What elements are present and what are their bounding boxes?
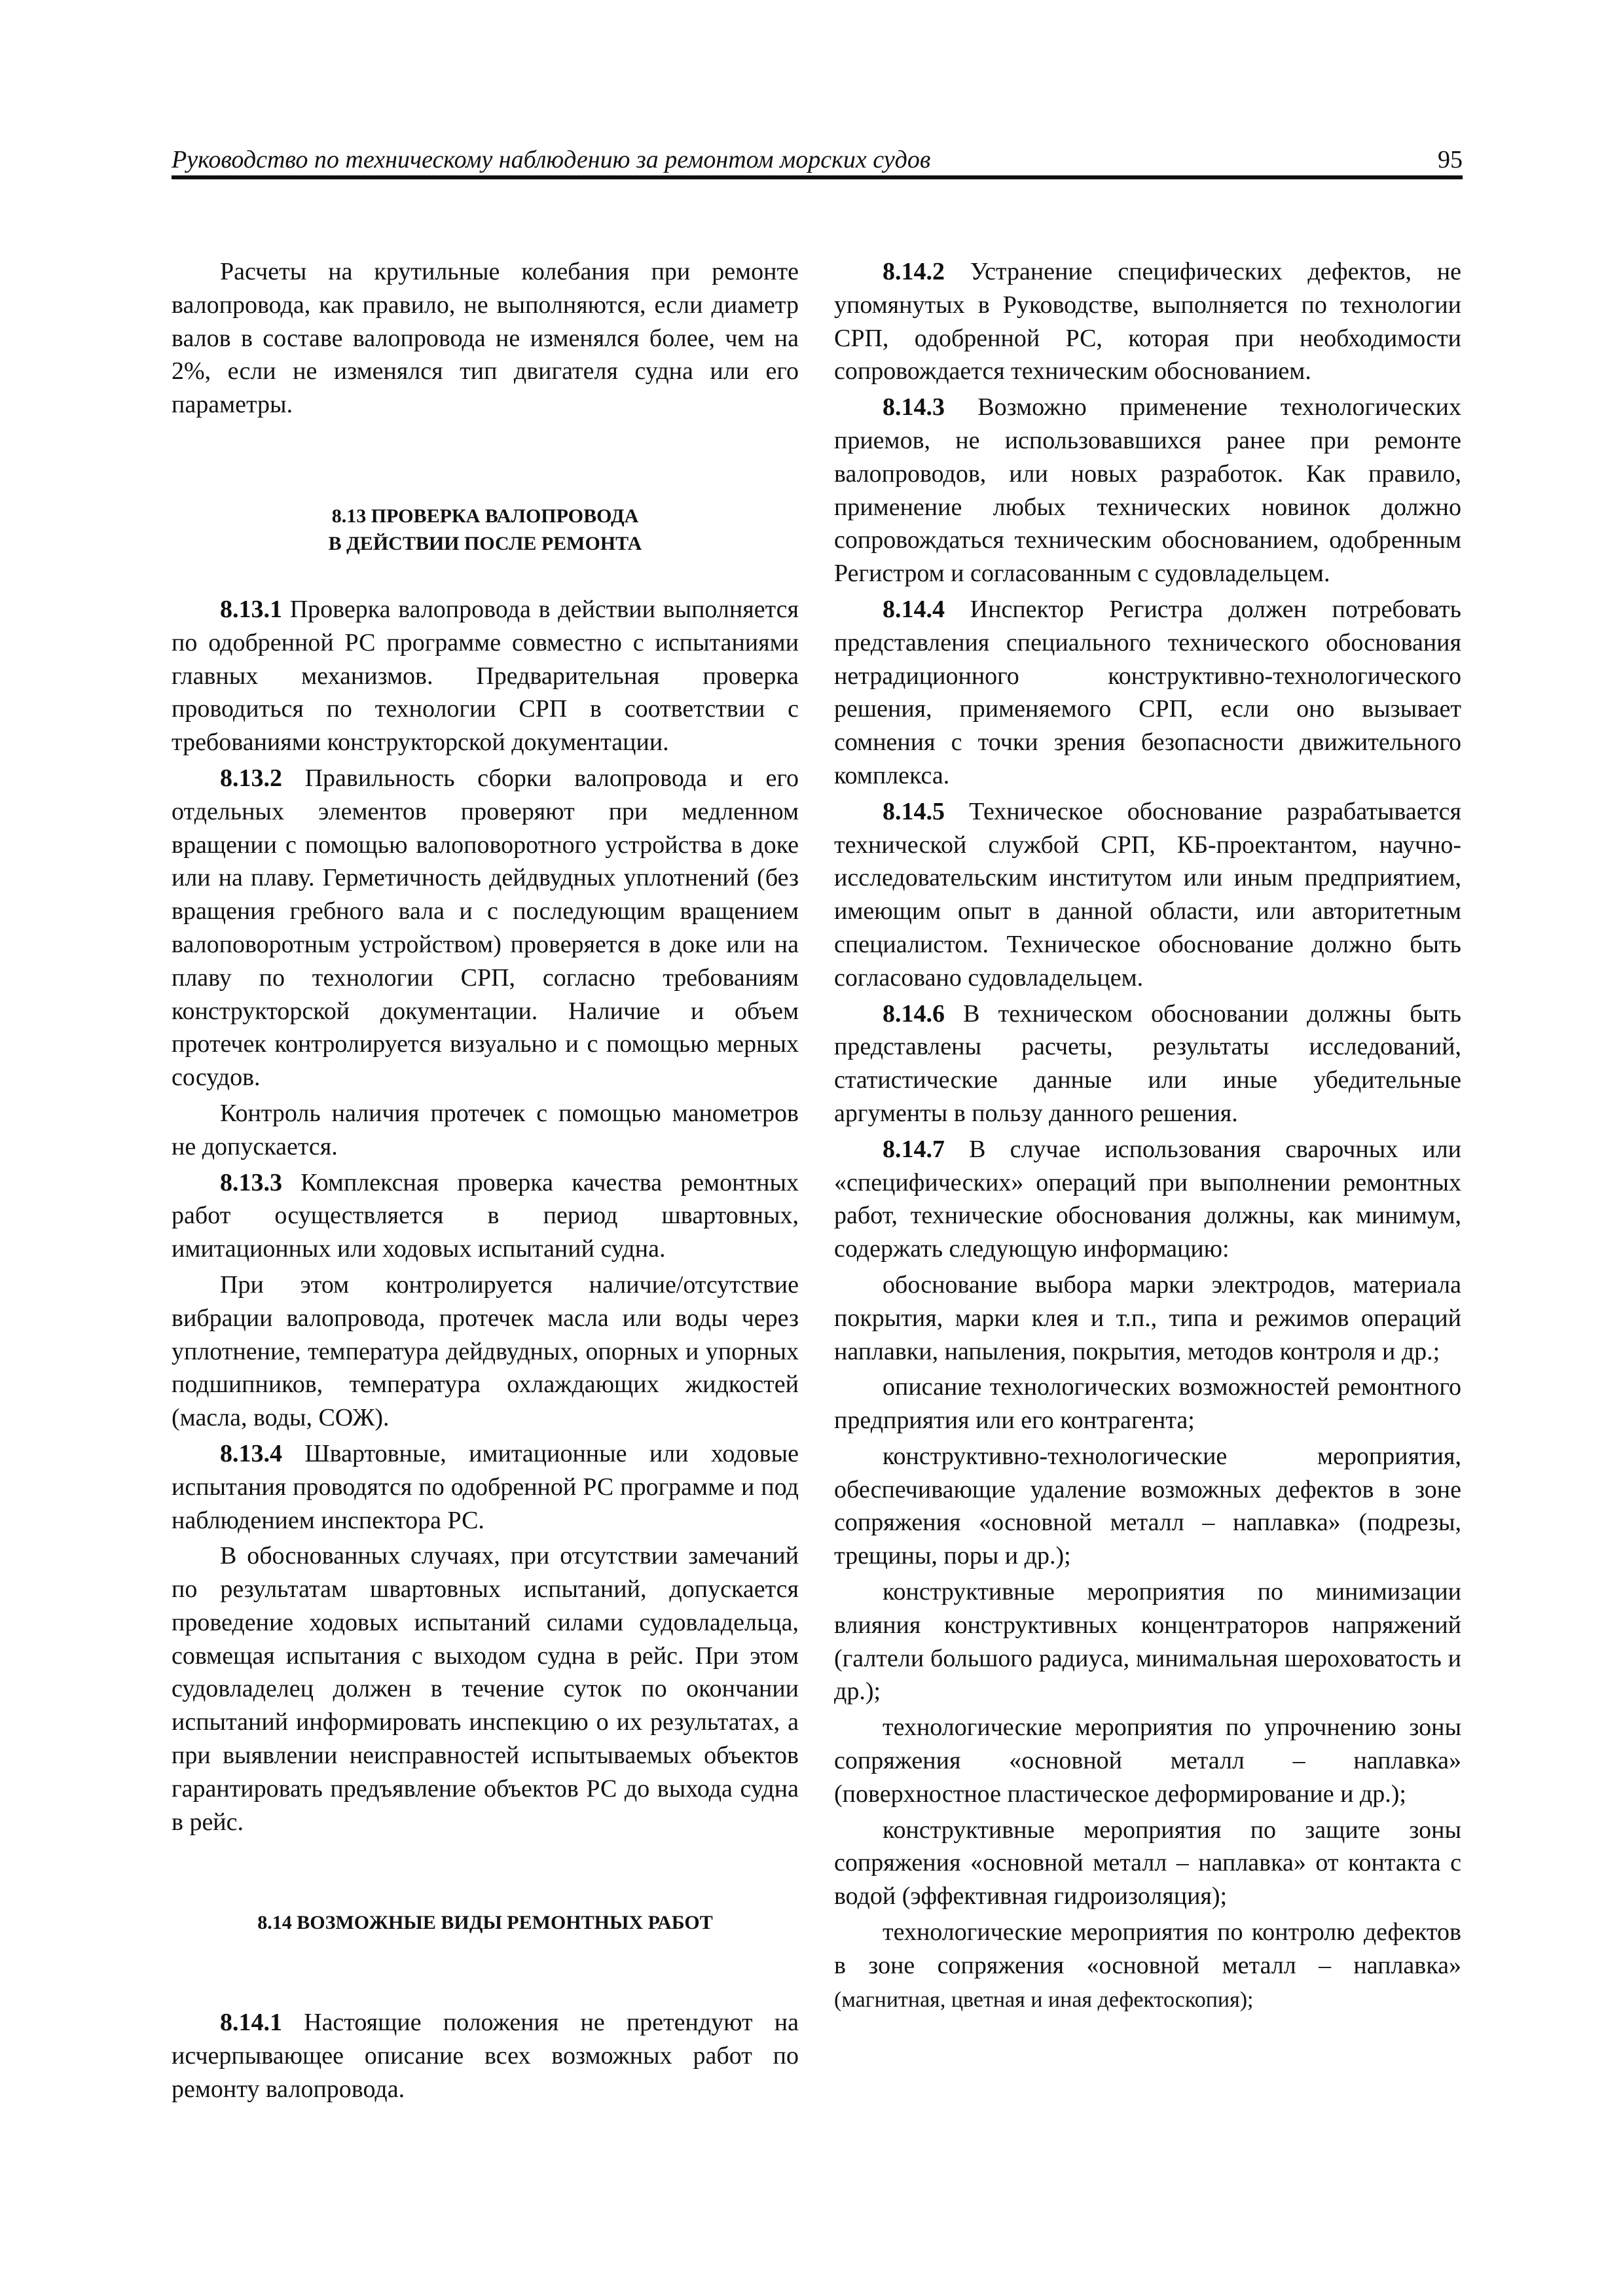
- paragraph-8-14-5: [834, 795, 1461, 995]
- paragraph-8-13-4: [172, 1437, 799, 1537]
- section-heading-8-13-line1: 8.13 ПРОВЕРКА ВАЛОПРОВОДА: [331, 505, 639, 527]
- header-title: Руководство по техническому наблюдению за ремонтом морских судов: [172, 146, 931, 173]
- section-heading-8-13-line2: В ДЕЙСТВИИ ПОСЛЕ РЕМОНТА: [328, 532, 642, 554]
- paragraph-text: Комплексная проверка качества ремонтных работ осуществляется в период швартовных, имитационных или ходовых испытаний судна.: [172, 1168, 799, 1263]
- list-item: конструктивно-технологические мероприятия, обеспечивающие удаление возможных дефектов в зоне сопряжения «основной металл – наплавка» (подрезы, трещины, поры и др.);: [834, 1442, 1461, 1570]
- paragraph-8-14-4: [834, 593, 1461, 793]
- list-item: конструктивные мероприятия по защите зоны сопряжения «основной металл – наплавка» от контакта с водой (эффективная гидроизоляция);: [834, 1816, 1461, 1910]
- clause-number: 8.14.5: [883, 797, 945, 825]
- clause-number: 8.14.6: [883, 999, 945, 1028]
- clause-number: 8.14.2: [883, 258, 945, 285]
- paragraph-8-14-6: [834, 997, 1461, 1130]
- header-rule: [172, 175, 1463, 179]
- paragraph-monitoring: При этом контролируется наличие/отсутствие вибрации валопровода, протечек масла или воды через уплотнение, температура дейдвудных, опорных и упорных подшипников, температура охлаждающих жидкостей (масла, воды, СОЖ).: [172, 1270, 799, 1432]
- clause-number: 8.13.2: [220, 764, 282, 792]
- paragraph-text: Возможно применение технологических приемов, не использовавшихся ранее при ремонте валопроводов, или новых разработок. Как правило, применение любых технических новинок должно сопровождаться техническим обоснованием, одобренным Регистром и согласованным с судовладельцем.: [834, 393, 1461, 588]
- list-item-text: технологические мероприятия по контролю дефектов в зоне сопряжения «основной металл – наплавка»: [834, 1918, 1461, 1979]
- clause-number: 8.14.4: [883, 595, 945, 623]
- list-item: конструктивные мероприятия по минимизации влияния конструктивных концентраторов напряжений (галтели большого радиуса, минимальная шероховатость и др.);: [834, 1578, 1461, 1706]
- paragraph-text: Устранение специфических дефектов, не упомянутых в Руководстве, выполняется по технологии СРП, одобренной РС, которая при необходимости сопровождается техническим обоснованием.: [834, 258, 1461, 386]
- clause-number: 8.14.3: [883, 393, 945, 422]
- intro-paragraph: Расчеты на крутильные колебания при ремонте валопровода, как правило, не выполняются, если диаметр валов в составе валопровода не изменялся более, чем на 2%, если не изменялся тип двигателя судна или его параметры.: [172, 258, 799, 419]
- clause-number: 8.13.1: [220, 595, 282, 623]
- paragraph-text: В случае использования сварочных или «специфических» операций при выполнении ремонтных работ, технические обоснования должны, как минимум, содержать следующую информацию:: [834, 1135, 1461, 1263]
- paragraph-8-14-2: [834, 255, 1461, 388]
- list-item: [834, 1916, 1461, 2017]
- right-column: [834, 255, 1461, 2019]
- paragraph-8-13-2: [172, 762, 799, 1094]
- running-header: [172, 143, 1463, 177]
- section-heading-8-13: [172, 503, 799, 558]
- paragraph-8-14-1: [172, 2006, 799, 2106]
- paragraph-8-13-1: [172, 593, 799, 759]
- paragraph-justified-cases: В обоснованных случаях, при отсутствии замечаний по результатам швартовных испытаний, допускается проведение ходовых испытаний силами судовладельца, совмещая испытания с выходом судна в рейс. При этом судовладелец должен в течение суток по окончании испытаний информировать инспекцию о их результатах, а при выявлении неисправностей испытываемых объектов гарантировать предъявление объектов РС до выхода судна в рейс.: [172, 1542, 799, 1836]
- paragraph-text: Швартовные, имитационные или ходовые испытания проводятся по одобренной РС программе и под наблюдением инспектора РС.: [172, 1439, 799, 1534]
- section-heading-8-14: 8.14 ВОЗМОЖНЫЕ ВИДЫ РЕМОНТНЫХ РАБОТ: [257, 1912, 713, 1934]
- list-item: обоснование выбора марки электродов, материала покрытия, марки клея и т.п., типа и режимов операций наплавки, напыления, покрытия, методов контроля и др.;: [834, 1270, 1461, 1365]
- clause-number: 8.13.4: [220, 1439, 282, 1467]
- paragraph-text: Техническое обоснование разрабатывается технической службой СРП, КБ-проектантом, научно-исследовательским институтом или иным предприятием, имеющим опыт в данной области, или авторитетным специалистом. Техническое обоснование должно быть согласовано судовладельцем.: [834, 797, 1461, 992]
- paragraph-text: Инспектор Регистра должен потребовать представления специального технического обоснования нетрадиционного конструктивно-технологического решения, применяемого СРП, если оно вызывает сомнения с точки зрения безопасности движительного комплекса.: [834, 595, 1461, 789]
- paragraph-text: Настоящие положения не претендуют на исчерпывающее описание всех возможных работ по ремонту валопровода.: [172, 2009, 799, 2104]
- left-column: [172, 255, 799, 2109]
- paragraph-8-14-3: [834, 391, 1461, 590]
- list-item-text-small: (магнитная, цветная и иная дефектоскопия);: [834, 1987, 1254, 2012]
- list-item: технологические мероприятия по упрочнению зоны сопряжения «основной металл – наплавка» (поверхностное пластическое деформирование и др.);: [834, 1713, 1461, 1808]
- clause-number: 8.13.3: [220, 1168, 282, 1196]
- paragraph-text: В техническом обосновании должны быть представлены расчеты, результаты исследований, статистические данные или иные убедительные аргументы в пользу данного решения.: [834, 999, 1461, 1127]
- paragraph-control: Контроль наличия протечек с помощью манометров не допускается.: [172, 1099, 799, 1160]
- paragraph-8-14-7: [834, 1133, 1461, 1266]
- list-item: описание технологических возможностей ремонтного предприятия или его контрагента;: [834, 1373, 1461, 1435]
- paragraph-text: Проверка валопровода в действии выполняется по одобренной РС программе совместно с испытаниями главных механизмов. Предварительная проверка проводиться по технологии СРП в соответствии с требованиями конструкторской документации.: [172, 595, 799, 757]
- paragraph-8-13-3: [172, 1166, 799, 1266]
- clause-number: 8.14.7: [883, 1135, 945, 1163]
- page-number: 95: [1438, 146, 1463, 173]
- paragraph-text: Правильность сборки валопровода и его отдельных элементов проверяют при медленном вращении с помощью валоповоротного устройства в доке или на плаву. Герметичность дейдвудных уплотнений (без вращения гребного вала и с последующим вращением валоповоротным устройством) проверяется в доке или на плаву по технологии СРП, согласно требованиям конструкторской документации. Наличие и объем протечек контролируется визуально и с помощью мерных сосудов.: [172, 764, 799, 1092]
- clause-number: 8.14.1: [220, 2009, 282, 2037]
